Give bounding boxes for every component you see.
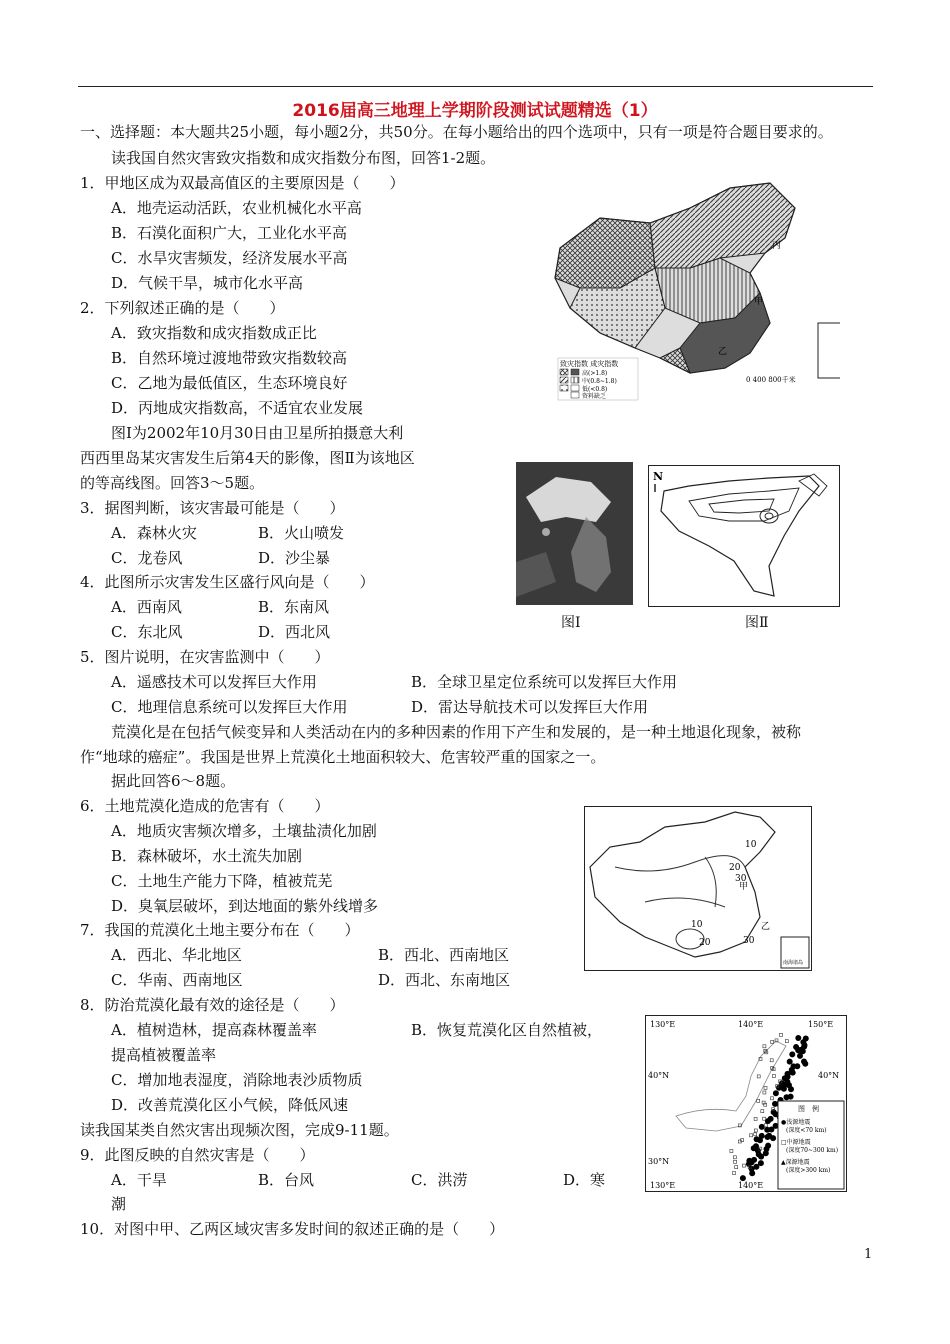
inset-label: 南海诸岛 xyxy=(783,960,804,966)
legend-mid: 中(0.8~1.8) xyxy=(582,378,617,385)
contour-label: 20 xyxy=(699,938,711,948)
mid-quake-marker xyxy=(771,1097,774,1100)
shallow-quake-marker xyxy=(772,1101,778,1107)
mid-quake-marker xyxy=(763,1045,766,1048)
bing-label: 丙 xyxy=(772,241,782,251)
shallow-quake-marker xyxy=(754,1136,760,1142)
q6-stem: 6．土地荒漠化造成的危害有（ ） xyxy=(80,797,330,815)
shallow-quake-marker xyxy=(781,1086,787,1092)
q2-option-d: D．丙地成灾指数高，不适宜农业发展 xyxy=(111,399,364,417)
shallow-quake-marker xyxy=(787,1059,793,1065)
q4-option-a: A．西南风 xyxy=(111,598,182,616)
lon-label: 140°E xyxy=(738,1181,764,1190)
satellite-image xyxy=(516,462,633,605)
contour-map xyxy=(648,465,840,607)
q2-option-a: A．致灾指数和成灾指数成正比 xyxy=(111,324,317,342)
contour-label: 20 xyxy=(729,863,741,873)
q8-stem: 8．防治荒漠化最有效的途径是（ ） xyxy=(80,996,345,1014)
q9-stem: 9．此图反映的自然灾害是（ ） xyxy=(80,1146,315,1164)
contour-label: 30 xyxy=(735,874,747,884)
shallow-quake-marker xyxy=(797,1053,803,1059)
shallow-quake-marker xyxy=(749,1170,755,1176)
q7-option-a: A．西北、华北地区 xyxy=(111,946,242,964)
q1-option-c: C．水旱灾害频发，经济发展水平高 xyxy=(111,249,348,267)
lon-label: 130°E xyxy=(650,1181,676,1190)
shallow-quake-marker xyxy=(751,1145,757,1151)
intro-2-line2: 西西里岛某灾害发生后第4天的影像，图Ⅱ为该地区 xyxy=(80,449,415,467)
legend-high: 高(>1.8) xyxy=(582,370,608,377)
mid-quake-marker xyxy=(733,1172,736,1175)
legend-deep-depth: (深度>300 km) xyxy=(786,1167,831,1174)
legend-title: 图 例 xyxy=(798,1105,819,1113)
mid-quake-marker xyxy=(757,1099,760,1102)
lon-label: 130°E xyxy=(650,1020,676,1029)
mid-quake-marker xyxy=(785,1040,788,1043)
legend-mid-depth: (深度70~300 km) xyxy=(786,1147,839,1154)
para-line1: 荒漠化是在包括气候变异和人类活动在内的多种因素的作用下产生和发展的，是一种土地退化现象，被称 xyxy=(111,723,802,741)
q8-option-a: A．植树造林，提高森林覆盖率 xyxy=(111,1021,317,1039)
q9-option-d-cont: 潮 xyxy=(111,1195,127,1213)
mid-quake-marker xyxy=(763,1117,766,1120)
shallow-quake-marker xyxy=(768,1127,774,1133)
mid-quake-marker xyxy=(763,1091,766,1094)
q6-option-c: C．土地生产能力下降，植被荒芜 xyxy=(111,872,333,890)
mid-quake-marker xyxy=(772,1075,775,1078)
mid-quake-marker xyxy=(771,1041,774,1044)
yi-label: 乙 xyxy=(718,347,728,357)
mid-quake-marker xyxy=(735,1166,738,1169)
legend-deep: ▲深源地震 xyxy=(781,1159,810,1166)
jia-label: 甲 xyxy=(739,882,749,892)
q5-option-c: C．地理信息系统可以发挥巨大作用 xyxy=(111,698,348,716)
mid-quake-marker xyxy=(764,1124,767,1127)
desertification-map xyxy=(584,806,812,971)
q4-option-b: B．东南风 xyxy=(258,598,330,616)
figure-2-caption: 图Ⅱ xyxy=(745,615,769,631)
q4-option-d: D．西北风 xyxy=(258,623,331,641)
q7-option-c: C．华南、西南地区 xyxy=(111,971,243,989)
shallow-quake-marker xyxy=(763,1150,769,1156)
shallow-quake-marker xyxy=(790,1070,796,1076)
mid-quake-marker xyxy=(754,1117,757,1120)
q5-option-d: D．雷达导航技术可以发挥巨大作用 xyxy=(411,698,649,716)
q1-option-d: D．气候干旱，城市化水平高 xyxy=(111,274,304,292)
legend-shallow-depth: (深度<70 km) xyxy=(786,1127,827,1134)
q3-option-b: B．火山喷发 xyxy=(258,524,345,542)
q9-option-c: C．洪涝 xyxy=(411,1171,468,1189)
q9-option-a: A．干旱 xyxy=(111,1171,167,1189)
q1-stem: 1．甲地区成为双最高值区的主要原因是（ ） xyxy=(80,174,405,192)
legend-mid: □中源地震 xyxy=(781,1139,811,1146)
contour-label: 10 xyxy=(745,840,757,850)
q5-option-a: A．遥感技术可以发挥巨大作用 xyxy=(111,673,317,691)
scale-label: 0 400 800千米 xyxy=(746,376,796,384)
shallow-quake-marker xyxy=(759,1124,765,1130)
top-rule xyxy=(78,86,873,87)
shallow-quake-marker xyxy=(788,1094,794,1100)
q2-option-b: B．自然环境过渡地带致灾指数较高 xyxy=(111,349,348,367)
shallow-quake-marker xyxy=(740,1175,746,1181)
q8-option-c: C．增加地表湿度，消除地表沙质物质 xyxy=(111,1071,363,1089)
page-number: 1 xyxy=(864,1247,873,1262)
jia-label: 甲 xyxy=(754,297,764,307)
section-heading: 一、选择题：本大题共25小题，每小题2分，共50分。在每小题给出的四个选项中，只有一项是符合题目要求的。 xyxy=(80,123,833,141)
shallow-quake-marker xyxy=(770,1135,776,1141)
q3-option-c: C．龙卷风 xyxy=(111,549,183,567)
q8-option-b: B．恢复荒漠化区自然植被， xyxy=(411,1021,603,1039)
shallow-quake-marker xyxy=(801,1059,807,1065)
shallow-quake-marker xyxy=(789,1051,795,1057)
q5-option-b: B．全球卫星定位系统可以发挥巨大作用 xyxy=(411,673,678,691)
q3-stem: 3．据图判断，该灾害最可能是（ ） xyxy=(80,499,345,517)
q6-option-b: B．森林破坏，水土流失加剧 xyxy=(111,847,303,865)
q8-option-d: D．改善荒漠化区小气候，降低风速 xyxy=(111,1096,349,1114)
q1-option-b: B．石漠化面积广大，工业化水平高 xyxy=(111,224,348,242)
mid-quake-marker xyxy=(757,1075,760,1078)
q6-option-d: D．臭氧层破坏，到达地面的紫外线增多 xyxy=(111,897,379,915)
shallow-quake-marker xyxy=(794,1063,800,1069)
q2-option-c: C．乙地为最低值区，生态环境良好 xyxy=(111,374,348,392)
q7-option-b: B．西北、西南地区 xyxy=(378,946,510,964)
mid-quake-marker xyxy=(733,1156,736,1159)
legend-shallow: ●浅源地震 xyxy=(781,1119,811,1126)
para-line2: 作“地球的癌症”。我国是世界上荒漠化土地面积较大、危害较严重的国家之一。 xyxy=(80,748,606,766)
lon-label: 150°E xyxy=(808,1020,834,1029)
intro-1: 读我国自然灾害致灾指数和成灾指数分布图，回答1-2题。 xyxy=(111,149,496,167)
q7-stem: 7．我国的荒漠化土地主要分布在（ ） xyxy=(80,921,360,939)
q10-stem: 10．对图中甲、乙两区域灾害多发时间的叙述正确的是（ ） xyxy=(80,1220,505,1238)
intro-2-line1: 图Ⅰ为2002年10月30日由卫星所拍摄意大利 xyxy=(111,424,404,442)
mid-quake-marker xyxy=(734,1160,737,1163)
q7-option-d: D．西北、东南地区 xyxy=(378,971,511,989)
legend-low: 低(<0.8) xyxy=(582,386,608,393)
q4-stem: 4．此图所示灾害发生区盛行风向是（ ） xyxy=(80,573,375,591)
q3-option-a: A．森林火灾 xyxy=(111,524,197,542)
legend-na: 资料缺乏 xyxy=(582,393,607,400)
q1-option-a: A．地壳运动活跃，农业机械化水平高 xyxy=(111,199,362,217)
q9-option-d: D．寒 xyxy=(563,1171,606,1189)
q9-option-b: B．台风 xyxy=(258,1171,315,1189)
q2-stem: 2．下列叙述正确的是（ ） xyxy=(80,299,285,317)
contour-label: 30 xyxy=(743,936,755,946)
figure-1-caption: 图Ⅰ xyxy=(561,615,581,631)
page-title: 2016届高三地理上学期阶段测试试题精选（1） xyxy=(292,101,658,121)
lat-label: 30°N xyxy=(648,1157,670,1166)
mid-quake-marker xyxy=(761,1110,764,1113)
yi-label: 乙 xyxy=(761,922,771,932)
shallow-quake-marker xyxy=(785,1074,791,1080)
earthquake-map xyxy=(645,1015,847,1192)
china-disaster-index-map xyxy=(540,178,840,403)
legend-title: 致灾指数 成灾指数 xyxy=(560,360,619,368)
shallow-quake-marker xyxy=(756,1151,762,1157)
mid-quake-marker xyxy=(730,1150,733,1153)
contour-label: 10 xyxy=(691,920,703,930)
q5-stem: 5．图片说明，在灾害监测中（ ） xyxy=(80,648,330,666)
lat-label: 40°N xyxy=(818,1071,840,1080)
mid-quake-marker xyxy=(770,1059,773,1062)
mid-quake-marker xyxy=(754,1129,757,1132)
para-line3: 据此回答6～8题。 xyxy=(111,772,236,790)
lat-label: 40°N xyxy=(648,1071,670,1080)
lon-label: 140°E xyxy=(738,1020,764,1029)
intro-2-line3: 的等高线图。回答3～5题。 xyxy=(80,474,265,492)
mid-quake-marker xyxy=(754,1133,757,1136)
q6-option-a: A．地质灾害频次增多，土壤盐渍化加剧 xyxy=(111,822,377,840)
mid-quake-marker xyxy=(780,1033,783,1036)
mid-quake-marker xyxy=(742,1164,745,1167)
north-label: N xyxy=(653,470,664,483)
shallow-quake-marker xyxy=(795,1035,801,1041)
mid-quake-marker xyxy=(750,1134,753,1137)
shallow-quake-marker xyxy=(788,1086,794,1092)
intro-3: 读我国某类自然灾害出现频次图，完成9-11题。 xyxy=(80,1121,399,1139)
mid-quake-marker xyxy=(764,1086,767,1089)
shallow-quake-marker xyxy=(773,1090,779,1096)
q4-option-c: C．东北风 xyxy=(111,623,183,641)
q3-option-d: D．沙尘暴 xyxy=(258,549,331,567)
q8-option-b-cont: 提高植被覆盖率 xyxy=(111,1046,217,1064)
